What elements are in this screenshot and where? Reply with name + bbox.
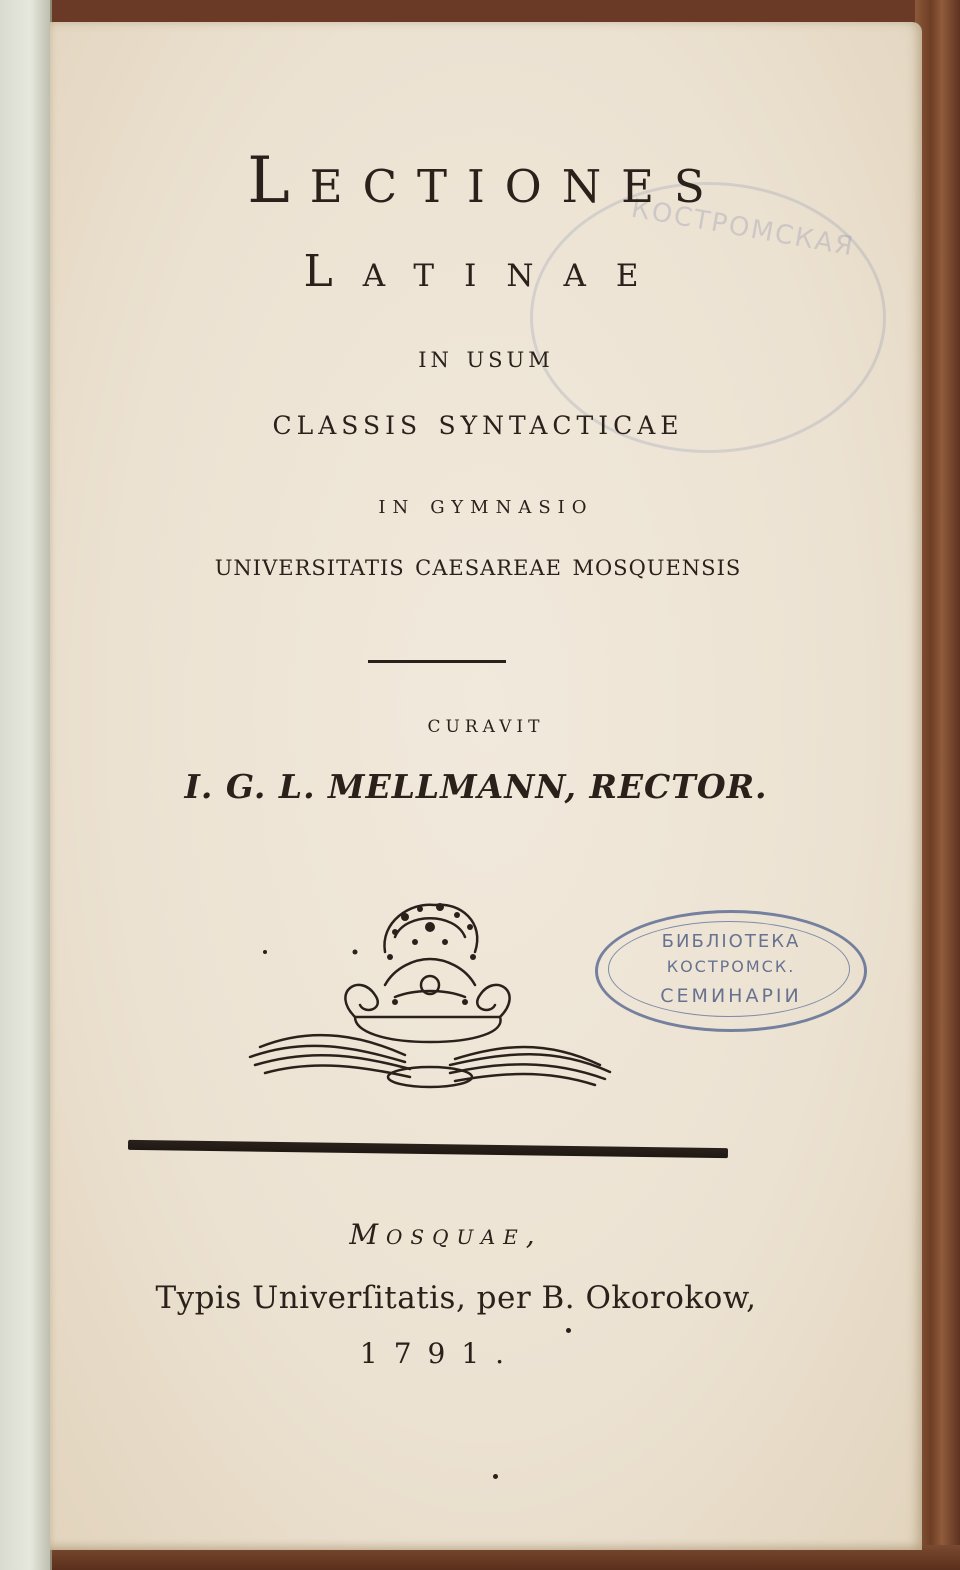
- title-line-2: Latinae: [303, 246, 669, 297]
- imprint-printer: Typis Univerſitatis, per B. Okorokow,: [155, 1280, 757, 1316]
- title-line-1: Lectiones: [247, 144, 725, 218]
- imprint-place: Mosquae,: [349, 1218, 543, 1251]
- stamp-text-bottom: СЕМИНАРІИ: [660, 985, 802, 1007]
- imprint-year: 1791.: [359, 1337, 521, 1370]
- ink-speck: [493, 1474, 498, 1479]
- stamp-text-top: БИБЛІОТЕКА: [661, 931, 801, 952]
- stamp-text-middle: КОСТРОМСК.: [666, 957, 796, 976]
- curavit-label: curavit: [427, 710, 545, 738]
- author-line: I. G. L. MELLMANN, RECTOR.: [184, 767, 768, 806]
- floral-vignette-icon: [245, 897, 615, 1097]
- subtitle-gymnasio: in gymnasio: [378, 490, 594, 519]
- seminary-library-stamp: [595, 910, 867, 1032]
- ink-speck: [566, 1328, 571, 1333]
- short-divider: [368, 660, 506, 663]
- subtitle-universitatis: universitatis caesareae mosquensis: [214, 548, 742, 583]
- subtitle-classis: classis syntacticae: [272, 402, 684, 443]
- faded-stamp-text: КОСТРОМСКАЯ: [629, 193, 857, 263]
- thick-divider: [128, 1140, 728, 1158]
- title-page: [50, 22, 922, 1550]
- subtitle-in-usum: in usum: [418, 340, 554, 375]
